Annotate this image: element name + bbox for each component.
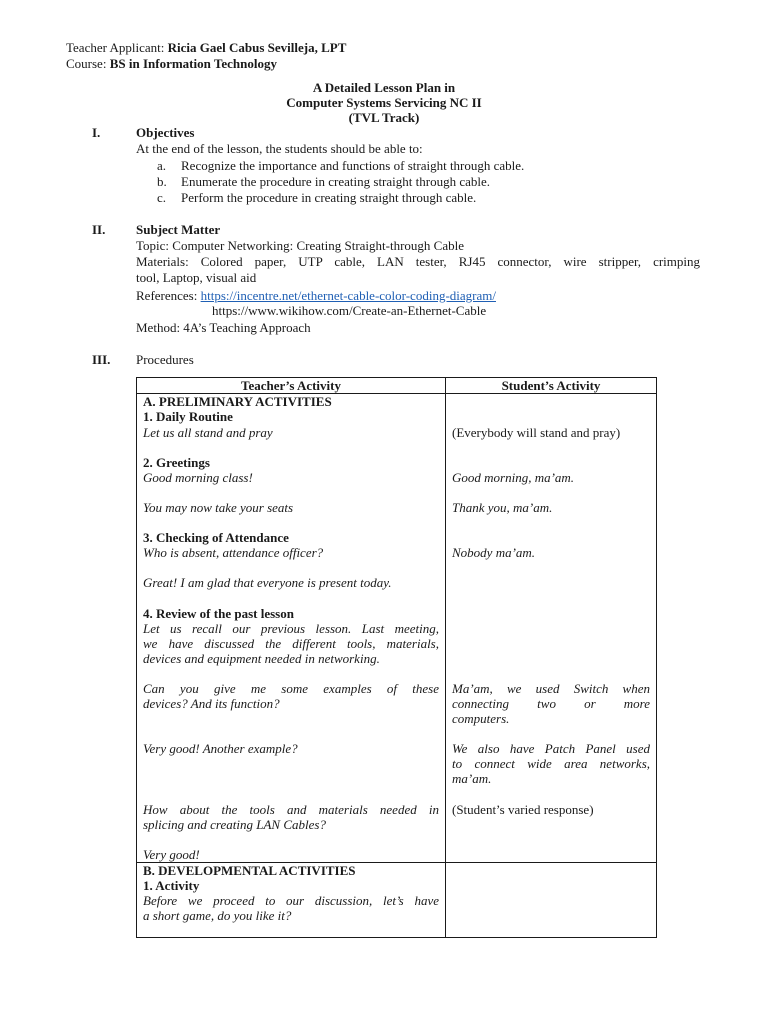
teacher-line: How about the tools and materials needed in	[143, 802, 439, 817]
teacher-line: a short game, do you like it?	[143, 908, 292, 923]
student-line: computers.	[452, 711, 510, 726]
teacher-line: devices and equipment needed in networking.	[143, 651, 380, 666]
applicant-name: Ricia Gael Cabus Sevilleja, LPT	[167, 40, 347, 55]
teacher-line: Can you give me some examples of these	[143, 681, 439, 696]
teacher-cell-prelim	[137, 394, 446, 863]
reference-link[interactable]: https://incentre.net/ethernet-cable-color-coding-diagram/	[200, 288, 496, 303]
objective-marker: a.	[157, 158, 167, 173]
subject-references	[136, 288, 496, 304]
review-heading: 4. Review of the past lesson	[143, 606, 294, 621]
student-line: to connect wide area networks,	[452, 756, 650, 771]
title-line-1: A Detailed Lesson Plan in	[312, 80, 456, 95]
teacher-line: Let us recall our previous lesson. Last meeting,	[143, 621, 439, 636]
prelim-heading: A. PRELIMINARY ACTIVITIES	[143, 394, 332, 409]
student-line: ma’am.	[452, 771, 492, 786]
applicant-label: Teacher Applicant:	[66, 40, 165, 55]
student-line: (Student’s varied response)	[452, 802, 594, 817]
objectives-heading: Objectives	[136, 125, 195, 140]
subject-method: Method: 4A’s Teaching Approach	[136, 320, 311, 335]
student-line: (Everybody will stand and pray)	[452, 425, 621, 440]
subject-materials-2: tool, Laptop, visual aid	[136, 270, 257, 285]
teacher-line: Before we proceed to our discussion, let’s have	[143, 893, 439, 908]
teacher-line: Very good!	[143, 847, 200, 862]
teacher-line: we have discussed the different tools, materials,	[143, 636, 439, 651]
table-row	[137, 863, 657, 938]
objective-marker: c.	[157, 190, 167, 205]
references-label: References:	[136, 288, 198, 303]
dev-heading: B. DEVELOPMENTAL ACTIVITIES	[143, 863, 356, 878]
procedures-table	[136, 377, 657, 938]
student-line: connecting two or more	[452, 696, 650, 711]
teacher-line: Let us all stand and pray	[143, 425, 273, 440]
applicant-line	[66, 40, 346, 56]
student-line: Nobody ma’am.	[452, 545, 536, 560]
title-line-3: (TVL Track)	[348, 110, 420, 125]
student-cell-prelim	[446, 394, 657, 863]
attendance-heading: 3. Checking of Attendance	[143, 530, 289, 545]
table-row	[137, 394, 657, 863]
course-line	[66, 56, 277, 72]
student-line: Ma’am, we used Switch when	[452, 681, 650, 696]
student-line: Thank you, ma’am.	[452, 500, 553, 515]
greetings-heading: 2. Greetings	[143, 455, 210, 470]
procedures-heading: Procedures	[136, 352, 194, 367]
subject-numeral: II.	[92, 222, 106, 237]
objectives-intro: At the end of the lesson, the students should be able to:	[136, 141, 423, 156]
objective-marker: b.	[157, 174, 167, 189]
student-line: We also have Patch Panel used	[452, 741, 650, 756]
student-line: Good morning, ma’am.	[452, 470, 575, 485]
objective-item: Recognize the importance and functions of straight through cable.	[181, 158, 525, 173]
course-name: BS in Information Technology	[109, 56, 277, 71]
teacher-line: splicing and creating LAN Cables?	[143, 817, 326, 832]
subject-materials-1: Materials: Colored paper, UTP cable, LAN tester, RJ45 connector, wire stripper, crimping	[136, 254, 700, 269]
objective-item: Perform the procedure in creating straight through cable.	[181, 190, 477, 205]
student-cell-dev	[446, 863, 657, 938]
objectives-numeral: I.	[92, 125, 101, 140]
title-line-2: Computer Systems Servicing NC II	[286, 95, 482, 110]
course-label: Course:	[66, 56, 107, 71]
reference-2: https://www.wikihow.com/Create-an-Ethernet-Cable	[212, 303, 487, 318]
daily-routine-heading: 1. Daily Routine	[143, 409, 233, 424]
col-teacher-header: Teacher’s Activity	[137, 378, 446, 394]
activity-heading: 1. Activity	[143, 878, 200, 893]
subject-topic: Topic: Computer Networking: Creating Straight-through Cable	[136, 238, 465, 253]
objective-item: Enumerate the procedure in creating straight through cable.	[181, 174, 490, 189]
teacher-line: Great! I am glad that everyone is present today.	[143, 575, 392, 590]
teacher-line: Who is absent, attendance officer?	[143, 545, 324, 560]
teacher-cell-dev	[137, 863, 446, 938]
procedures-numeral: III.	[92, 352, 111, 367]
teacher-line: devices? And its function?	[143, 696, 280, 711]
teacher-line: You may now take your seats	[143, 500, 294, 515]
teacher-line: Very good! Another example?	[143, 741, 298, 756]
table-header-row	[137, 378, 657, 394]
teacher-line: Good morning class!	[143, 470, 253, 485]
subject-heading: Subject Matter	[136, 222, 221, 237]
col-student-header: Student’s Activity	[446, 378, 657, 394]
